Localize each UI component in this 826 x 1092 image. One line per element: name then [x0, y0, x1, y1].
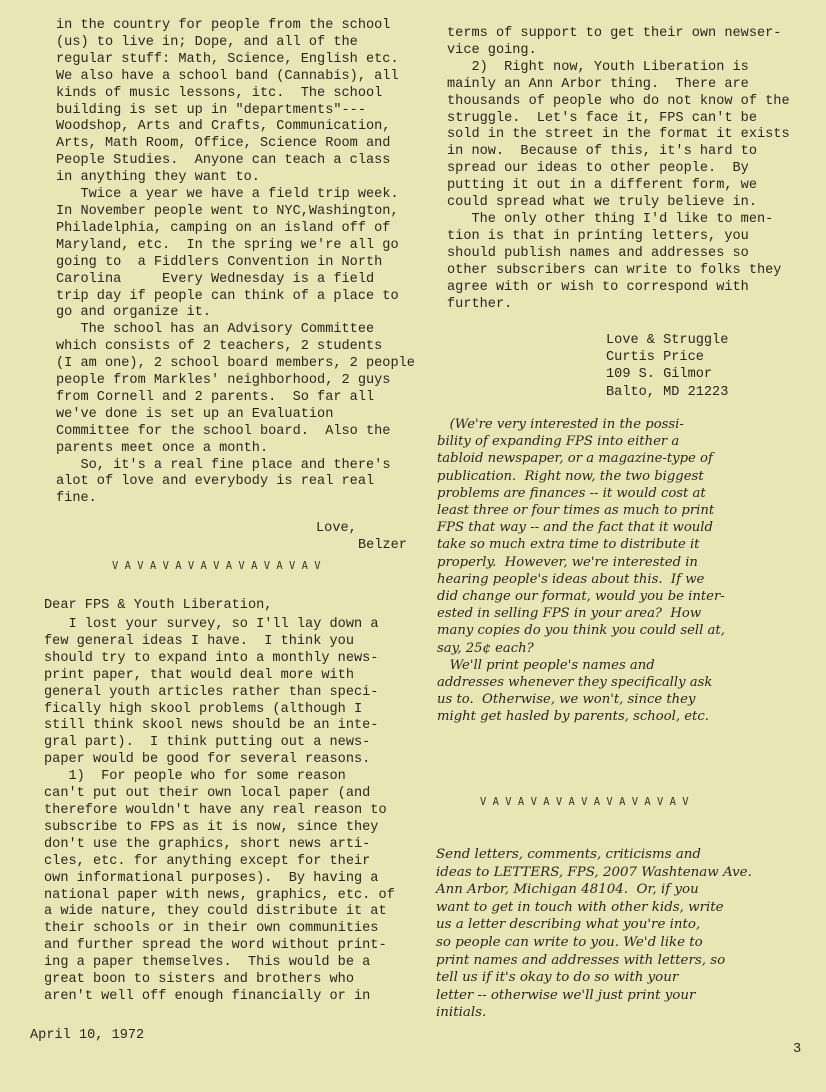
- sender-street: 109 S. Gilmor: [606, 367, 713, 383]
- issue-date: April 10, 1972: [30, 1028, 145, 1043]
- letter-text: I lost your survey, so I'll lay down a few general ideas I have. I think you should try to expand into a monthly news- print paper, that would deal more with general youth articles rather than speci- fically high skool problems (although I still think skool news should be an inte- gral part). I think putting out a news- paper would be good for several reasons. 1) For people who for some reason can't put out their own local paper (and therefore wouldn't have any real reason to subscribe to FPS as it is now, since they don't use the graphics, short news arti- cles, etc. for anything except for their own informational purposes). By having a national paper with news, graphics, etc. of a wide nature, they could distribute it at their schools or in their own communities and further spread the word without print- ing a paper themselves. This would be a great boon to sisters and brothers who aren't well off enough financially or in: [44, 617, 395, 1004]
- right-column: [447, 26, 809, 313]
- school-description: in the country for people from the school (us) to live in; Dope, and all of the regular stuff: Math, Science, English etc. We also have a school band (Cannabis), all kinds of music lessons, itc. The school building is set up in "departments"--- Woodshop, Arts and Crafts, Communication, Arts, Math Room, Office, Science Room and People Studies. Anyone can teach a class in anything they want to. Twice a year we have a field trip week. In November people went to NYC,Washington, Philadelphia, camping on an island off of Maryland, etc. In the spring we're all go going to a Fiddlers Convention in North Carolina Every Wednesday is a field trip day if people can think of a place to go and organize it. The school has an Advisory Committee which consists of 2 teachers, 2 students (I am one), 2 school board members, 2 people people from Markles' neighborhood, 2 guys from Cornell and 2 parents. So far all we've done is set up an Evaluation Committee for the school board. Also the parents meet once a month. So, it's a real fine place and there's alot of love and everybody is real real fine.: [56, 18, 415, 507]
- send-letters-notice: [436, 846, 808, 1022]
- sender-name: Curtis Price: [606, 350, 704, 366]
- left-column: [56, 18, 428, 508]
- signature-belzer: Belzer: [358, 538, 407, 553]
- sender-city: Balto, MD 21223: [606, 384, 729, 400]
- editor-reply: [437, 416, 807, 726]
- separator-left: V A V A V A V A V A V A V A V A V: [112, 560, 321, 572]
- separator-right: V A V A V A V A V A V A V A V A V: [480, 796, 689, 808]
- closing-line: Love & Struggle: [606, 333, 729, 348]
- letter-salutation: Dear FPS & Youth Liberation,: [44, 598, 273, 613]
- address-block: [606, 332, 728, 401]
- page-number: 3: [793, 1042, 802, 1057]
- editor-reply-text: (We're very interested in the possi- bility of expanding FPS into either a tabloid newspaper, or a magazine-type of publication. Right now, the two biggest problems are finances -- it would cost at least three or four times as much to print FPS that way -- and the fact that it would take so much extra time to distribute it properly. However, we're interested in hearing people's ideas about this. If we did change our format, would you be inter- ested in selling FPS in your area? How many copies do you think you could sell at, say, 25¢ each? We'll print people's names and addresses whenever they specifically ask us to. Otherwise, we won't, since they might get hasled by parents, school, etc.: [437, 417, 725, 725]
- letter-continuation: terms of support to get their own newser- vice going. 2) Right now, Youth Liberation is mainly an Ann Arbor thing. There are thousands of people who do not know of the struggle. Let's face it, FPS can't be sold in the street in the format it exists in now. Because of this, it's hard to spread our ideas to other people. By putting it out in a different form, we could spread what we truly believe in. The only other thing I'd like to men- tion is that in printing letters, you should publish names and addresses so other subscribers can write to folks they agree with or wish to correspond with further.: [447, 26, 790, 312]
- send-letters-text: Send letters, comments, criticisms and ideas to LETTERS, FPS, 2007 Washtenaw Ave. Ann Arbor, Michigan 48104. Or, if you want to get in touch with other kids, write us a letter describing what you're into, so people can write to you. We'd like to print names and addresses with letters, so tell us if it's okay to do so with your letter -- otherwise we'll just print your initials.: [436, 847, 752, 1021]
- letter-body: [44, 617, 414, 1006]
- signoff: Love,: [316, 521, 357, 536]
